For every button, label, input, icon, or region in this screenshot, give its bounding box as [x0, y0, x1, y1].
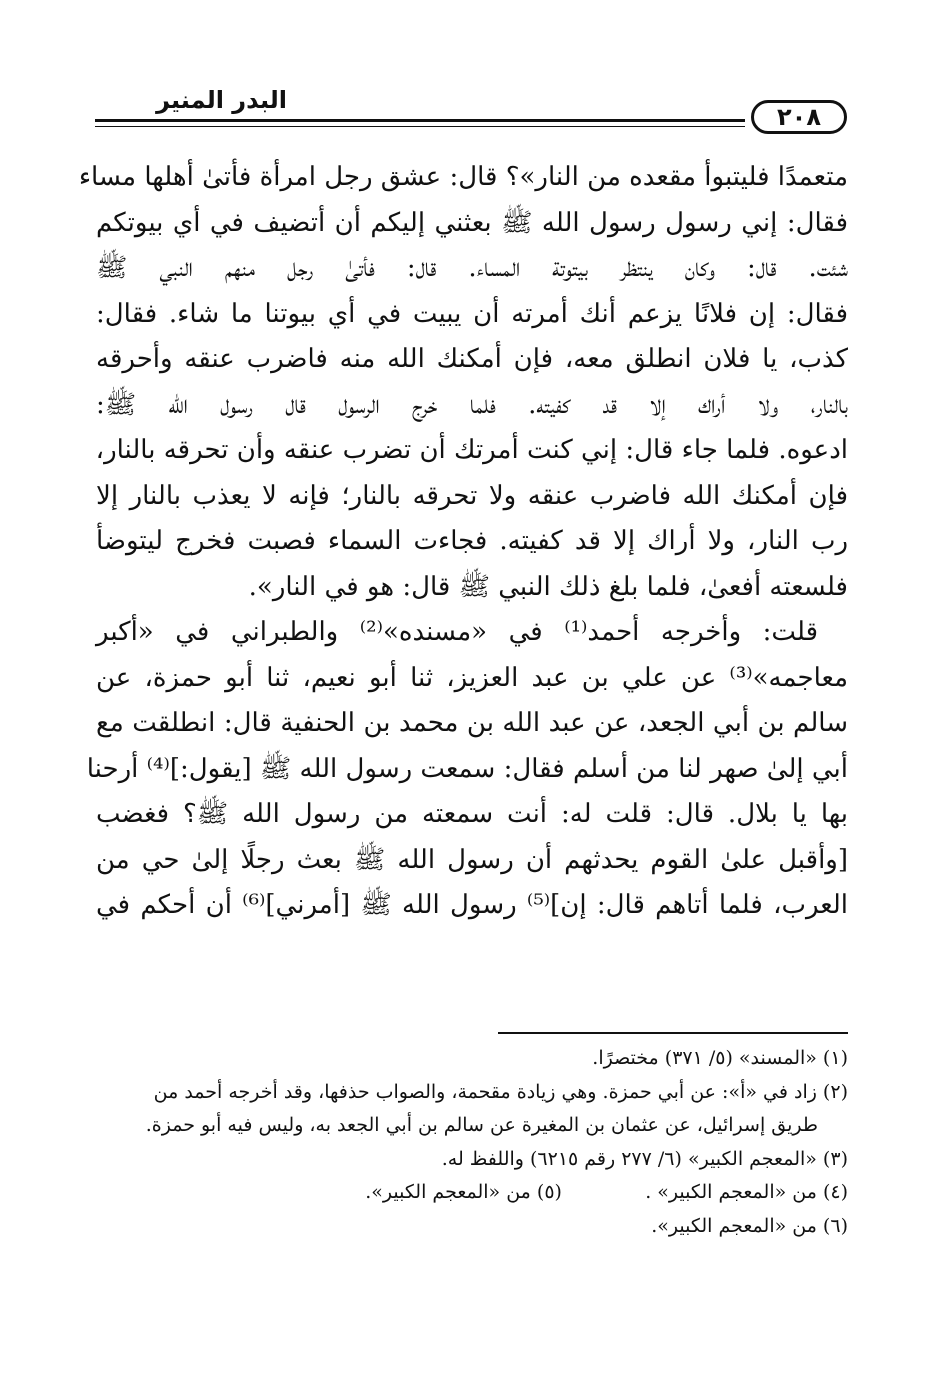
text-line-1: متعمدًا فليتبوأ مقعده من النار»؟ قال: عشق رجل امرأة فأتىٰ أهلها مساء [78, 162, 848, 192]
text-line-5: كذب، يا فلان انطلق معه، فإن أمكنك الله منه فاضرب عنقه وأحرقه [96, 344, 848, 374]
header-rule-thin [95, 126, 745, 127]
text-line-7: ادعوه. فلما جاء قال: إني كنت أمرتك أن تضرب عنقه وأن تحرقه بالنار، [95, 435, 848, 465]
footnote-2-line-1: (٢) زاد في «أ»: عن أبي حمزة. وهي زيادة مقحمة، والصواب حذفها، وقد أخرجه أحمد من [153, 1080, 848, 1103]
text-line-12: معاجمه»⁽³⁾ عن علي بن عبد العزيز، ثنا أبو نعيم، ثنا أبو حمزة، عن [96, 662, 848, 693]
text-line-6: بالنار، ولا أراك إلا قد كفيته. فلما خرج الرسول قال رسول الله ﷺ: [96, 389, 848, 420]
text-line-3: شئت. قال: وكان ينتظر بيتوتة المساء. قال: فأتىٰ رجل منهم النبي ﷺ [96, 253, 848, 283]
main-text [78, 155, 848, 929]
footnotes [96, 1042, 848, 1243]
running-title: البدر المنير [156, 86, 287, 114]
text-line-10: فلسعته أفعىٰ، فلما بلغ ذلك النبي ﷺ قال: هو في النار». [248, 571, 848, 602]
page-header [95, 78, 847, 134]
footnote-2-line-2: طريق إسرائيل، عن عثمان بن المغيرة عن سالم بن أبي الجعد به، وليس فيه أبو حمزة. [145, 1114, 818, 1136]
footnote-5: (٥) من «المعجم الكبير». [365, 1181, 562, 1203]
text-line-4: فقال: إن فلانًا يزعم أنك أمرته أن يبيت في أي بيوتنا ما شاء. فقال: [96, 298, 848, 329]
footnote-3: (٣) «المعجم الكبير» (٦/ ٢٧٧ رقم ٦٢١٥) واللفظ له. [441, 1147, 848, 1170]
text-line-14: أبي إلىٰ صهر لنا من أسلم فقال: سمعت رسول الله ﷺ [يقول:]⁽⁴⁾ أرحنا [86, 753, 848, 784]
text-line-2: فقال: إني رسول رسول الله ﷺ بعثني إليكم أن أتضيف في أي بيوتكم [96, 207, 848, 238]
text-line-13: سالم بن أبي الجعد، عن عبد الله بن محمد بن الحنفية قال: انطلقت مع [96, 708, 848, 738]
footnote-6: (٦) من «المعجم الكبير». [651, 1214, 848, 1237]
footnote-1: (١) «المسند» (٥/ ٣٧١) مختصرًا. [592, 1047, 848, 1069]
text-line-17: العرب، فلما أتاهم قال: إن]⁽⁵⁾ رسول الله ﷺ [أمرني]⁽⁶⁾ أن أحكم في [96, 890, 848, 920]
text-line-9: رب النار، ولا أراك إلا قد كفيته. فجاءت السماء فصبت فخرج ليتوضأ [96, 526, 848, 556]
header-rule-thick [95, 119, 745, 122]
text-line-11: قلت: وأخرجه أحمد⁽¹⁾ في «مسنده»⁽²⁾ والطبراني في «أكبر [96, 617, 818, 647]
text-line-16: [وأقبل علىٰ القوم يحدثهم أن رسول الله ﷺ بعث رجلًا إلىٰ حي من [96, 844, 848, 875]
footnote-4: (٤) من «المعجم الكبير» . [645, 1181, 848, 1203]
footnote-separator [498, 1032, 848, 1034]
text-line-8: فإن أمكنك الله فاضرب عنقه ولا تحرقه بالنار؛ فإنه لا يعذب بالنار إلا [96, 480, 848, 511]
footnote-4-5-row [96, 1176, 848, 1210]
text-line-15: بها يا بلال. قال: قلت له: أنت سمعته من رسول الله ﷺ؟ فغضب [96, 799, 848, 829]
page-number: ٢٠٨ [751, 100, 847, 134]
